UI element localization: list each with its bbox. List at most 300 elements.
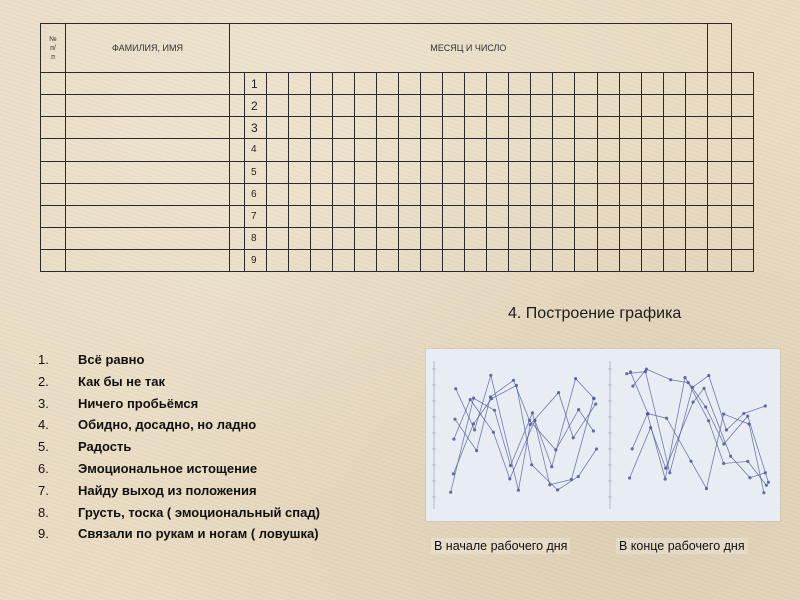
day-cell xyxy=(731,161,753,183)
day-cell xyxy=(707,227,731,249)
day-cell xyxy=(377,139,399,161)
day-cell xyxy=(663,139,685,161)
graph-line xyxy=(633,369,767,485)
day-cell xyxy=(421,227,443,249)
graph-point xyxy=(748,476,751,479)
day-cell xyxy=(685,205,707,227)
graph-point xyxy=(646,412,649,415)
day-cell xyxy=(443,227,465,249)
day-cell xyxy=(685,73,707,95)
day-cell xyxy=(641,205,663,227)
day-cell xyxy=(355,73,377,95)
day-cell xyxy=(641,73,663,95)
day-cell xyxy=(355,249,377,271)
day-cell xyxy=(289,161,311,183)
day-cell xyxy=(685,161,707,183)
day-cell xyxy=(487,117,509,139)
day-cell xyxy=(685,249,707,271)
day-cell xyxy=(619,205,641,227)
day-cell xyxy=(465,249,487,271)
graph-point xyxy=(554,448,557,451)
day-cell xyxy=(333,139,355,161)
day-cell xyxy=(465,95,487,117)
row-number: 2 xyxy=(245,95,267,117)
day-cell xyxy=(421,161,443,183)
day-cell xyxy=(355,139,377,161)
day-cell xyxy=(333,95,355,117)
day-cell xyxy=(597,73,619,95)
table-header-row xyxy=(41,24,754,73)
day-cell xyxy=(267,161,289,183)
day-cell xyxy=(597,117,619,139)
day-cell xyxy=(553,227,575,249)
graph-point xyxy=(556,488,559,491)
graph-point xyxy=(692,401,695,404)
day-cell xyxy=(597,249,619,271)
day-cell xyxy=(311,249,333,271)
row-name-cell xyxy=(66,205,230,227)
graph-point xyxy=(528,419,531,422)
day-cell xyxy=(707,205,731,227)
day-cell xyxy=(333,117,355,139)
list-item-label: Как бы не так xyxy=(78,373,165,389)
day-cell xyxy=(553,95,575,117)
list-item xyxy=(38,480,320,502)
row-name-cell xyxy=(66,139,230,161)
day-cell xyxy=(531,73,553,95)
day-cell xyxy=(641,249,663,271)
list-item-number: 3. xyxy=(38,395,49,411)
day-cell xyxy=(663,227,685,249)
day-cell xyxy=(553,249,575,271)
day-cell xyxy=(355,227,377,249)
day-cell xyxy=(619,117,641,139)
mood-graphs-photo xyxy=(426,349,780,521)
day-cell xyxy=(641,95,663,117)
graph-point xyxy=(493,409,496,412)
day-cell xyxy=(663,183,685,205)
day-cell xyxy=(421,95,443,117)
row-index-cell xyxy=(41,161,66,183)
day-cell xyxy=(597,183,619,205)
caption-start-of-day: В начале рабочего дня xyxy=(431,538,570,554)
row-name-cell xyxy=(66,161,230,183)
table-row xyxy=(41,117,754,139)
graph-point xyxy=(704,405,707,408)
list-item xyxy=(38,436,320,458)
row-index-cell xyxy=(41,227,66,249)
day-cell xyxy=(377,249,399,271)
day-cell xyxy=(575,95,597,117)
row-index-cell xyxy=(41,95,66,117)
mood-register-table xyxy=(40,23,754,272)
day-cell xyxy=(465,139,487,161)
day-cell xyxy=(731,139,753,161)
row-index-cell xyxy=(41,139,66,161)
day-cell xyxy=(399,95,421,117)
day-cell xyxy=(465,227,487,249)
day-cell xyxy=(575,73,597,95)
day-cell xyxy=(619,227,641,249)
day-cell xyxy=(355,205,377,227)
day-cell xyxy=(289,227,311,249)
day-cell xyxy=(685,227,707,249)
row-index-cell xyxy=(41,183,66,205)
list-item-number: 6. xyxy=(38,460,49,476)
graph-point xyxy=(492,431,495,434)
day-cell xyxy=(289,205,311,227)
day-cell xyxy=(267,249,289,271)
header-number-cell xyxy=(41,24,66,73)
day-cell xyxy=(641,161,663,183)
list-item-number: 9. xyxy=(38,526,49,542)
graph-point xyxy=(628,476,631,479)
graph-point xyxy=(703,387,706,390)
graph-point xyxy=(705,487,708,490)
day-cell xyxy=(531,227,553,249)
list-item-label: Радость xyxy=(78,439,132,455)
row-number: 4 xyxy=(245,139,267,161)
day-cell xyxy=(399,227,421,249)
graph-line xyxy=(453,386,596,491)
day-cell xyxy=(421,117,443,139)
section-heading: 4. Построение графика xyxy=(508,305,682,322)
day-cell xyxy=(443,139,465,161)
day-cell xyxy=(731,95,753,117)
graph-point xyxy=(550,465,553,468)
graph-line xyxy=(631,372,764,493)
day-cell xyxy=(663,205,685,227)
graph-point xyxy=(452,472,455,475)
list-item xyxy=(38,414,320,436)
day-cell xyxy=(685,95,707,117)
graph-point xyxy=(725,428,728,431)
day-cell xyxy=(289,139,311,161)
day-cell xyxy=(509,161,531,183)
day-cell xyxy=(399,117,421,139)
day-cell xyxy=(663,95,685,117)
day-cell xyxy=(553,139,575,161)
day-cell xyxy=(487,73,509,95)
graph-point xyxy=(707,419,710,422)
day-cell xyxy=(267,117,289,139)
graph-point xyxy=(449,491,452,494)
graph-point xyxy=(645,368,648,371)
day-cell xyxy=(267,73,289,95)
list-item xyxy=(38,523,320,545)
graph-point xyxy=(594,403,597,406)
graph-point xyxy=(592,429,595,432)
graph-point xyxy=(472,422,475,425)
day-cell xyxy=(531,249,553,271)
day-cell xyxy=(597,95,619,117)
day-cell xyxy=(267,139,289,161)
day-cell xyxy=(707,183,731,205)
day-cell xyxy=(377,205,399,227)
day-cell xyxy=(465,117,487,139)
day-cell xyxy=(707,117,731,139)
table-row xyxy=(41,139,754,161)
day-cell xyxy=(333,227,355,249)
day-cell xyxy=(311,161,333,183)
graph-point xyxy=(529,423,532,426)
day-cell xyxy=(575,161,597,183)
day-cell xyxy=(443,183,465,205)
day-cell xyxy=(289,249,311,271)
day-cell xyxy=(553,183,575,205)
graph-line xyxy=(630,388,766,478)
day-cell xyxy=(487,161,509,183)
day-cell xyxy=(333,161,355,183)
day-cell xyxy=(619,95,641,117)
day-cell xyxy=(333,205,355,227)
day-cell xyxy=(333,73,355,95)
day-cell xyxy=(575,249,597,271)
day-cell xyxy=(575,205,597,227)
day-cell xyxy=(509,227,531,249)
day-cell xyxy=(333,249,355,271)
day-cell xyxy=(377,183,399,205)
graph-point xyxy=(531,411,534,414)
row-number: 7 xyxy=(245,205,267,227)
graph-point xyxy=(489,374,492,377)
day-cell xyxy=(421,205,443,227)
table-row xyxy=(41,205,754,227)
list-item-label: Грусть, тоска ( эмоциональный спад) xyxy=(78,504,320,520)
day-cell xyxy=(355,183,377,205)
day-cell xyxy=(531,139,553,161)
day-cell xyxy=(311,73,333,95)
day-cell xyxy=(399,205,421,227)
graph-point xyxy=(577,408,580,411)
day-cell xyxy=(443,117,465,139)
day-cell xyxy=(487,227,509,249)
list-item-label: Связали по рукам и ногам ( ловушка) xyxy=(78,526,319,542)
day-cell xyxy=(707,161,731,183)
day-cell xyxy=(443,249,465,271)
day-cell xyxy=(575,117,597,139)
day-cell xyxy=(707,73,731,95)
graph-point xyxy=(665,417,668,420)
day-cell xyxy=(731,117,753,139)
day-cell xyxy=(531,117,553,139)
day-cell xyxy=(641,139,663,161)
graph-point xyxy=(664,478,667,481)
day-cell xyxy=(531,95,553,117)
graph-point xyxy=(592,397,595,400)
day-cell xyxy=(553,117,575,139)
day-cell xyxy=(377,227,399,249)
day-cell xyxy=(575,227,597,249)
graph-line xyxy=(451,398,594,492)
graph-point xyxy=(509,464,512,467)
list-item xyxy=(38,502,320,524)
row-spacer-cell xyxy=(230,139,245,161)
row-spacer-cell xyxy=(230,249,245,271)
graph-point xyxy=(577,475,580,478)
day-cell xyxy=(731,227,753,249)
day-cell xyxy=(707,95,731,117)
graph-point xyxy=(746,460,749,463)
row-name-cell xyxy=(66,117,230,139)
day-cell xyxy=(509,95,531,117)
day-cell xyxy=(641,117,663,139)
graph-point xyxy=(469,398,472,401)
table-row xyxy=(41,227,754,249)
day-cell xyxy=(377,95,399,117)
day-cell xyxy=(685,183,707,205)
graph-point xyxy=(683,376,686,379)
row-name-cell xyxy=(66,183,230,205)
day-cell xyxy=(377,73,399,95)
list-item-number: 7. xyxy=(38,482,49,498)
day-cell xyxy=(731,183,753,205)
day-cell xyxy=(619,249,641,271)
day-cell xyxy=(465,161,487,183)
day-cell xyxy=(289,73,311,95)
day-cell xyxy=(597,227,619,249)
graph-point xyxy=(453,418,456,421)
row-spacer-cell xyxy=(230,227,245,249)
day-cell xyxy=(663,73,685,95)
table-row xyxy=(41,95,754,117)
list-item-label: Эмоциональное истощение xyxy=(78,460,258,476)
graph-point xyxy=(512,379,515,382)
day-cell xyxy=(311,117,333,139)
day-cell xyxy=(531,161,553,183)
row-number: 1 xyxy=(245,73,267,95)
day-cell xyxy=(619,183,641,205)
list-item-label: Ничего пробьёмся xyxy=(78,395,199,411)
graph-point xyxy=(475,449,478,452)
day-cell xyxy=(377,161,399,183)
day-cell xyxy=(685,117,707,139)
row-spacer-cell xyxy=(230,183,245,205)
day-cell xyxy=(399,183,421,205)
graph-point xyxy=(517,489,520,492)
day-cell xyxy=(487,95,509,117)
day-cell xyxy=(509,117,531,139)
day-cell xyxy=(509,73,531,95)
day-cell xyxy=(289,95,311,117)
header-number-line1: № xyxy=(49,35,57,43)
graph-point xyxy=(668,471,671,474)
day-cell xyxy=(355,161,377,183)
graph-point xyxy=(454,387,457,390)
graph-point xyxy=(669,378,672,381)
graph-point xyxy=(631,447,634,450)
day-cell xyxy=(731,205,753,227)
day-cell xyxy=(553,205,575,227)
table-row xyxy=(41,183,754,205)
graph-point xyxy=(490,397,493,400)
caption-end-of-day: В конце рабочего дня xyxy=(616,538,748,554)
day-cell xyxy=(267,227,289,249)
day-cell xyxy=(267,205,289,227)
day-cell xyxy=(465,205,487,227)
graph-point xyxy=(722,412,725,415)
day-cell xyxy=(509,139,531,161)
table-row xyxy=(41,73,754,95)
graph-point xyxy=(762,491,765,494)
header-number-line3: п xyxy=(51,53,55,61)
row-name-cell xyxy=(66,249,230,271)
day-cell xyxy=(707,139,731,161)
list-item-label: Найду выход из положения xyxy=(78,482,257,498)
row-spacer-cell xyxy=(230,205,245,227)
graph-point xyxy=(572,436,575,439)
graph-point xyxy=(722,442,725,445)
day-cell xyxy=(531,205,553,227)
day-cell xyxy=(731,249,753,271)
day-cell xyxy=(333,183,355,205)
day-cell xyxy=(443,95,465,117)
day-cell xyxy=(421,183,443,205)
header-empty-cell xyxy=(707,24,731,73)
graph-point xyxy=(452,438,455,441)
header-month-cell: МЕСЯЦ И ЧИСЛО xyxy=(230,24,708,73)
day-cell xyxy=(531,183,553,205)
graph-point xyxy=(742,412,745,415)
header-number-line2: п/ xyxy=(50,44,56,52)
graph-point xyxy=(557,391,560,394)
emotional-states-list xyxy=(38,349,320,545)
list-item-number: 8. xyxy=(38,504,49,520)
row-index-cell xyxy=(41,117,66,139)
day-cell xyxy=(421,139,443,161)
day-cell xyxy=(487,183,509,205)
graph-point xyxy=(595,447,598,450)
day-cell xyxy=(465,183,487,205)
day-cell xyxy=(355,95,377,117)
day-cell xyxy=(421,249,443,271)
list-item-label: Всё равно xyxy=(78,352,145,367)
list-item xyxy=(38,349,320,371)
graph-point xyxy=(508,477,511,480)
day-cell xyxy=(311,205,333,227)
day-cell xyxy=(399,73,421,95)
day-cell xyxy=(553,73,575,95)
day-cell xyxy=(267,183,289,205)
day-cell xyxy=(421,73,443,95)
row-index-cell xyxy=(41,205,66,227)
graph-point xyxy=(473,428,476,431)
day-cell xyxy=(487,139,509,161)
graph-point xyxy=(765,484,768,487)
day-cell xyxy=(399,139,421,161)
hand-drawn-graphs xyxy=(426,349,780,521)
list-item-number: 2. xyxy=(38,373,49,389)
table-row xyxy=(41,249,754,271)
day-cell xyxy=(553,161,575,183)
day-cell xyxy=(707,249,731,271)
graph-point xyxy=(515,384,518,387)
graph-point xyxy=(631,385,634,388)
day-cell xyxy=(443,73,465,95)
graph-point xyxy=(729,455,732,458)
day-cell xyxy=(311,95,333,117)
day-cell xyxy=(641,183,663,205)
day-cell xyxy=(731,73,753,95)
day-cell xyxy=(663,117,685,139)
list-item-number: 4. xyxy=(38,417,49,433)
row-index-cell xyxy=(41,73,66,95)
day-cell xyxy=(289,117,311,139)
day-cell xyxy=(487,249,509,271)
day-cell xyxy=(619,161,641,183)
row-number: 3 xyxy=(245,117,267,139)
row-number: 6 xyxy=(245,183,267,205)
